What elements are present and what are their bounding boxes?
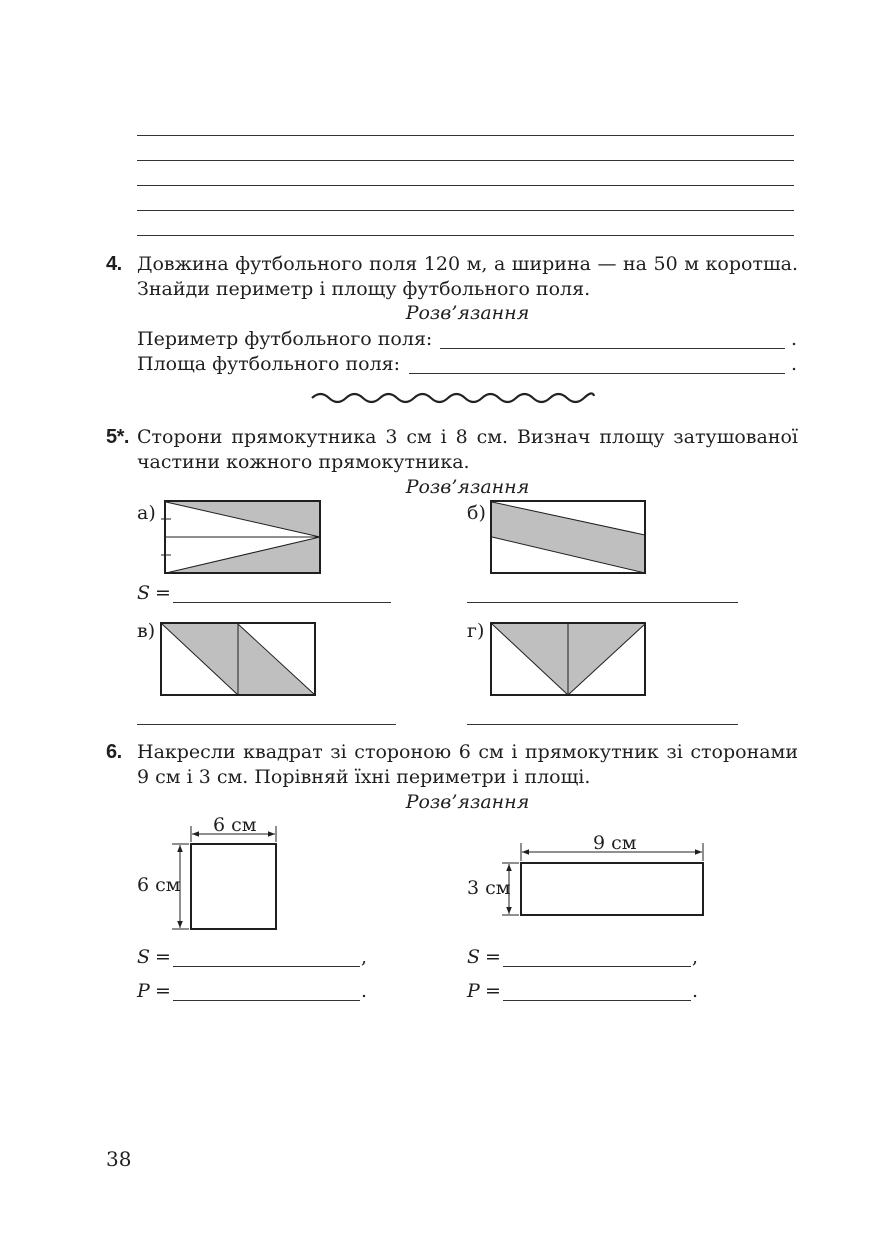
figure-b [490, 500, 647, 575]
square-perimeter-answer-line[interactable] [173, 1000, 360, 1001]
square-p-label: P [137, 980, 150, 1002]
perimeter-answer-line[interactable] [440, 348, 785, 349]
figure-b-label: б) [467, 502, 486, 524]
answer-line-b[interactable] [467, 602, 738, 603]
square-s-label: S [137, 946, 151, 968]
square-shape [191, 844, 276, 929]
square-area-answer-line[interactable] [173, 966, 360, 967]
square-side-dimension: 6 см [137, 874, 181, 896]
rect-side-dimension: 3 см [467, 877, 511, 899]
rectangle-figure [500, 843, 710, 921]
rect-p-period: . [692, 980, 699, 1002]
rect-perimeter-answer-line[interactable] [503, 1000, 691, 1001]
rect-s-label: S [467, 946, 481, 968]
task-6-number: 6. [106, 741, 122, 763]
answer-line-v[interactable] [137, 724, 396, 725]
figure-a-label: а) [137, 502, 156, 524]
square-figure [172, 826, 282, 934]
writing-line[interactable] [137, 160, 794, 161]
rectangle-shape [521, 863, 703, 915]
figure-v [160, 622, 317, 697]
task-4-text-line-2: Знайди периметр і площу футбольного поля. [137, 278, 591, 300]
figure-b-shaded-band [492, 502, 645, 573]
square-s-comma: , [361, 946, 368, 968]
task-4-text-line-1: Довжина футбольного поля 120 м, а ширина — на 50 м коротша. [137, 253, 798, 275]
task-5-text-line-1: Сторони прямокутника 3 см і 8 см. Визнач площу затушованої [137, 426, 798, 448]
answer-line-g[interactable] [467, 724, 738, 725]
task-5-solution-heading: Розв’язання [405, 476, 530, 498]
area-answer-line[interactable] [409, 373, 785, 374]
task-5-text-line-2: частини кожного прямокутника. [137, 451, 470, 473]
writing-line[interactable] [137, 235, 794, 236]
s-label-a: S [137, 582, 151, 604]
page-number: 38 [106, 1147, 132, 1171]
figure-a [164, 500, 322, 575]
square-p-period: . [361, 980, 368, 1002]
rect-p-equals: = [485, 980, 501, 1002]
rect-s-comma: , [692, 946, 699, 968]
writing-line[interactable] [137, 135, 794, 136]
area-end-mark: . [791, 353, 798, 375]
square-p-equals: = [155, 980, 171, 1002]
square-top-dimension: 6 см [213, 814, 257, 836]
task-6-text-line-1: Накресли квадрат зі стороною 6 см і прямокутник зі сторонами [137, 741, 798, 763]
rect-p-label: P [467, 980, 480, 1002]
equals-a: = [155, 582, 171, 604]
task-6-text-line-2: 9 см і 3 см. Порівняй їхні периметри і площі. [137, 766, 591, 788]
figure-g [490, 622, 647, 697]
writing-line[interactable] [137, 185, 794, 186]
rect-s-equals: = [485, 946, 501, 968]
task-6-solution-heading: Розв’язання [405, 791, 530, 813]
figure-g-label: г) [467, 620, 485, 642]
writing-line[interactable] [137, 210, 794, 211]
task-5-number: 5*. [106, 426, 129, 448]
square-s-equals: = [155, 946, 171, 968]
perimeter-label: Периметр футбольного поля: [137, 328, 433, 350]
answer-line-a[interactable] [173, 602, 391, 603]
rect-top-dimension: 9 см [593, 832, 637, 854]
wavy-divider [312, 388, 594, 406]
area-label: Площа футбольного поля: [137, 353, 401, 375]
task-4-solution-heading: Розв’язання [405, 302, 530, 324]
rect-area-answer-line[interactable] [503, 966, 691, 967]
perimeter-end-mark: . [791, 328, 798, 350]
figure-v-label: в) [137, 620, 156, 642]
task-4-number: 4. [106, 253, 122, 275]
